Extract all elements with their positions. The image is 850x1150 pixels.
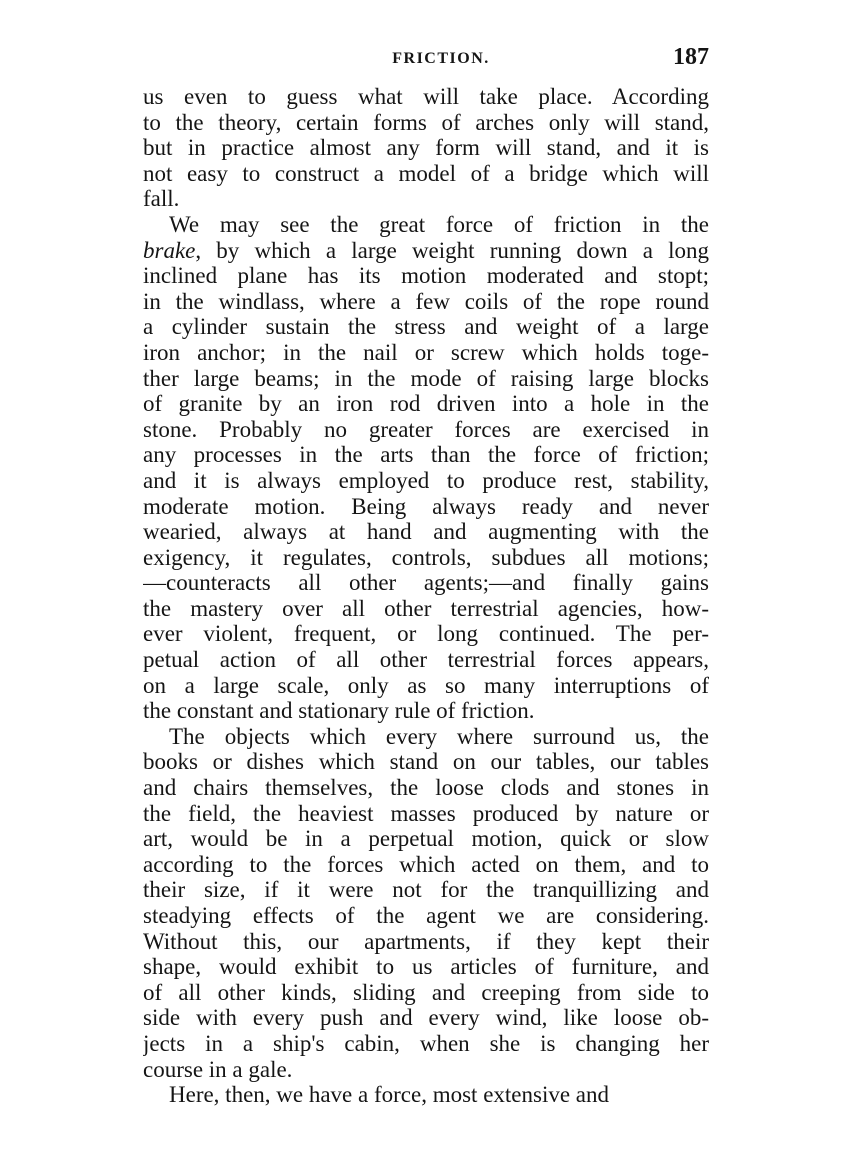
text-line: not easy to construct a model of a bridge which will [143,160,709,186]
text-line: fall. [143,186,180,212]
body-text [143,84,709,1108]
text-line: in the windlass, where a few coils of the rope round [143,288,709,314]
text-line: We may see the great force of friction in the [169,211,709,237]
text-line: brake, by which a large weight running down a long [143,237,709,263]
text-line: the field, the heaviest masses produced by nature or [143,800,709,826]
chapter-title: FRICTION. [392,50,490,67]
text-line: course in a gale. [143,1056,293,1082]
text-line: moderate motion. Being always ready and never [143,493,709,519]
text-line: to the theory, certain forms of arches only will stand, [143,109,709,135]
page-number: 187 [673,44,709,70]
paragraph [143,84,709,212]
text-line: any processes in the arts than the force of friction; [143,442,709,468]
text-line: of all other kinds, sliding and creeping from side to [143,979,709,1005]
text-line: the mastery over all other terrestrial agencies, how- [143,595,709,621]
text-line: Here, then, we have a force, most extensive and [169,1082,610,1108]
text-line: a cylinder sustain the stress and weight of a large [143,314,709,340]
paragraph [143,212,709,724]
text-line: their size, if it were not for the tranquillizing and [143,877,709,903]
text-line: —counteracts all other agents;—and finally gains [143,570,709,596]
paragraph [143,724,709,1082]
text-line: on a large scale, only as so many interruptions of [143,672,709,698]
text-line: The objects which every where surround us, the [169,723,709,749]
running-head [143,44,709,76]
text-line: exigency, it regulates, controls, subdues all motions; [143,544,709,570]
text-line: petual action of all other terrestrial forces appears, [143,647,709,673]
text-line: shape, would exhibit to us articles of furniture, and [143,954,709,980]
text-line: Without this, our apartments, if they kept their [143,928,709,954]
text-line: ever violent, frequent, or long continued. The per- [143,621,709,647]
text-line: side with every push and every wind, like loose ob- [143,1005,709,1031]
text-line: the constant and stationary rule of friction. [143,698,535,724]
paragraph [143,1082,709,1108]
text-line: and it is always employed to produce rest, stability, [143,467,709,493]
text-line: and chairs themselves, the loose clods and stones in [143,775,709,801]
text-line: inclined plane has its motion moderated and stopt; [143,263,709,289]
text-line: stone. Probably no greater forces are exercised in [143,416,709,442]
text-line: but in practice almost any form will stand, and it is [143,135,709,161]
text-line: of granite by an iron rod driven into a hole in the [143,391,709,417]
text-line: wearied, always at hand and augmenting with the [143,519,709,545]
text-line: steadying effects of the agent we are considering. [143,903,709,928]
text-line: us even to guess what will take place. According [143,84,709,109]
text-line: jects in a ship's cabin, when she is changing her [143,1030,709,1056]
text-line: books or dishes which stand on our tables, our tables [143,749,709,775]
text-line: according to the forces which acted on them, and to [143,851,709,877]
text-line: art, would be in a perpetual motion, quick or slow [143,826,709,852]
text-line: iron anchor; in the nail or screw which holds toge- [143,339,709,365]
text-line: ther large beams; in the mode of raising large blocks [143,365,709,391]
